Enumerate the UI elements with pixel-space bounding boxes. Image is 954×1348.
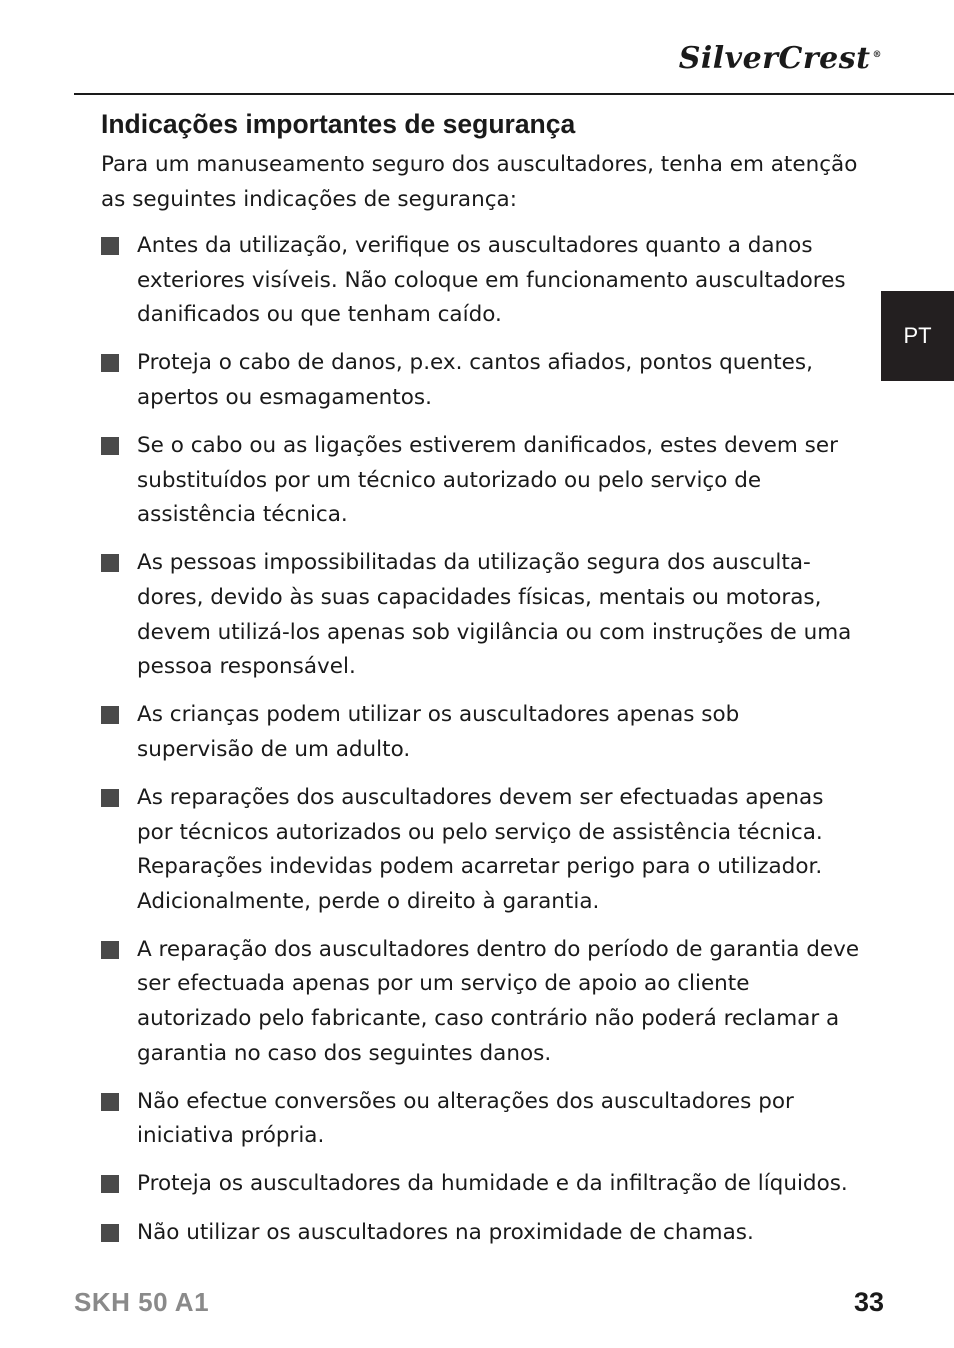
list-item bbox=[101, 781, 861, 919]
footer-model-number: SKH 50 A1 bbox=[74, 1287, 210, 1317]
bullet-square-icon bbox=[101, 554, 119, 572]
registered-mark: ® bbox=[872, 50, 882, 60]
list-item-text: Se o cabo ou as ligações estiverem danificados, estes devem ser substituídos por um técnico autorizado ou pelo serviço de assistência técnica. bbox=[137, 433, 838, 528]
list-item bbox=[101, 1085, 861, 1154]
bullet-square-icon bbox=[101, 1224, 119, 1242]
bullet-square-icon bbox=[101, 354, 119, 372]
list-item-text: As crianças podem utilizar os auscultadores apenas sob supervisão de um adulto. bbox=[137, 702, 740, 762]
list-item-text: Proteja o cabo de danos, p.ex. cantos afiados, pontos quentes, apertos ou esmagamentos. bbox=[137, 350, 813, 411]
header-divider bbox=[74, 93, 954, 95]
list-item-text: Não utilizar os auscultadores na proximidade de chamas. bbox=[137, 1219, 754, 1245]
list-item bbox=[101, 429, 861, 533]
main-content bbox=[101, 106, 861, 1264]
list-item-text: As reparações dos auscultadores devem ser efectuadas apenas por técnicos autorizados ou pelo serviço de assistência técnica. Reparações indevidas podem acarretar perigo para o utilizador. Adicionalmente, perde o direito à garantia. bbox=[137, 785, 824, 914]
list-item-text: Não efectue conversões ou alterações dos auscultadores por iniciativa própria. bbox=[137, 1088, 794, 1149]
section-intro: Para um manuseamento seguro dos auscultadores, tenha em atenção as seguintes indicações de segurança: bbox=[101, 152, 858, 212]
bullet-square-icon bbox=[101, 789, 119, 807]
bullet-square-icon bbox=[101, 706, 119, 724]
list-item-text: Proteja os auscultadores da humidade e da infiltração de líquidos. bbox=[137, 1171, 848, 1197]
list-item bbox=[101, 229, 861, 333]
footer-page-number: 33 bbox=[853, 1287, 884, 1317]
language-tab bbox=[881, 291, 954, 381]
list-item bbox=[101, 933, 861, 1071]
bullet-square-icon bbox=[101, 237, 119, 255]
bullet-square-icon bbox=[101, 941, 119, 959]
list-item bbox=[101, 698, 861, 767]
bullet-square-icon bbox=[101, 1175, 119, 1193]
list-item-text: Antes da utilização, verifique os auscultadores quanto a danos exteriores visíveis. Não coloque em funcionamento auscultadores danificados ou que tenham caído. bbox=[137, 233, 846, 328]
section-title: Indicações importantes de segurança bbox=[101, 109, 576, 139]
list-item bbox=[101, 546, 861, 684]
list-item-text: As pessoas impossibilitadas da utilização segura dos auscultadores, devido às suas capacidades físicas, mentais ou motoras, devem utilizá-los apenas sob vigilância ou com instruções de uma pessoa responsável. bbox=[137, 550, 852, 680]
bullet-square-icon bbox=[101, 437, 119, 455]
list-item bbox=[101, 1167, 861, 1202]
bullet-square-icon bbox=[101, 1093, 119, 1111]
list-item bbox=[101, 1216, 861, 1251]
brand-name: SilverCrest bbox=[678, 41, 871, 76]
list-item-text: A reparação dos auscultadores dentro do período de garantia deve ser efectuada apenas por um serviço de apoio ao cliente autorizado pelo fabricante, caso contrário não poderá reclamar a garantia no caso dos seguintes danos. bbox=[137, 936, 860, 1066]
safety-list bbox=[101, 229, 861, 1250]
language-tab-label: PT bbox=[903, 323, 932, 348]
brand-logo bbox=[678, 41, 882, 76]
list-item bbox=[101, 346, 861, 415]
